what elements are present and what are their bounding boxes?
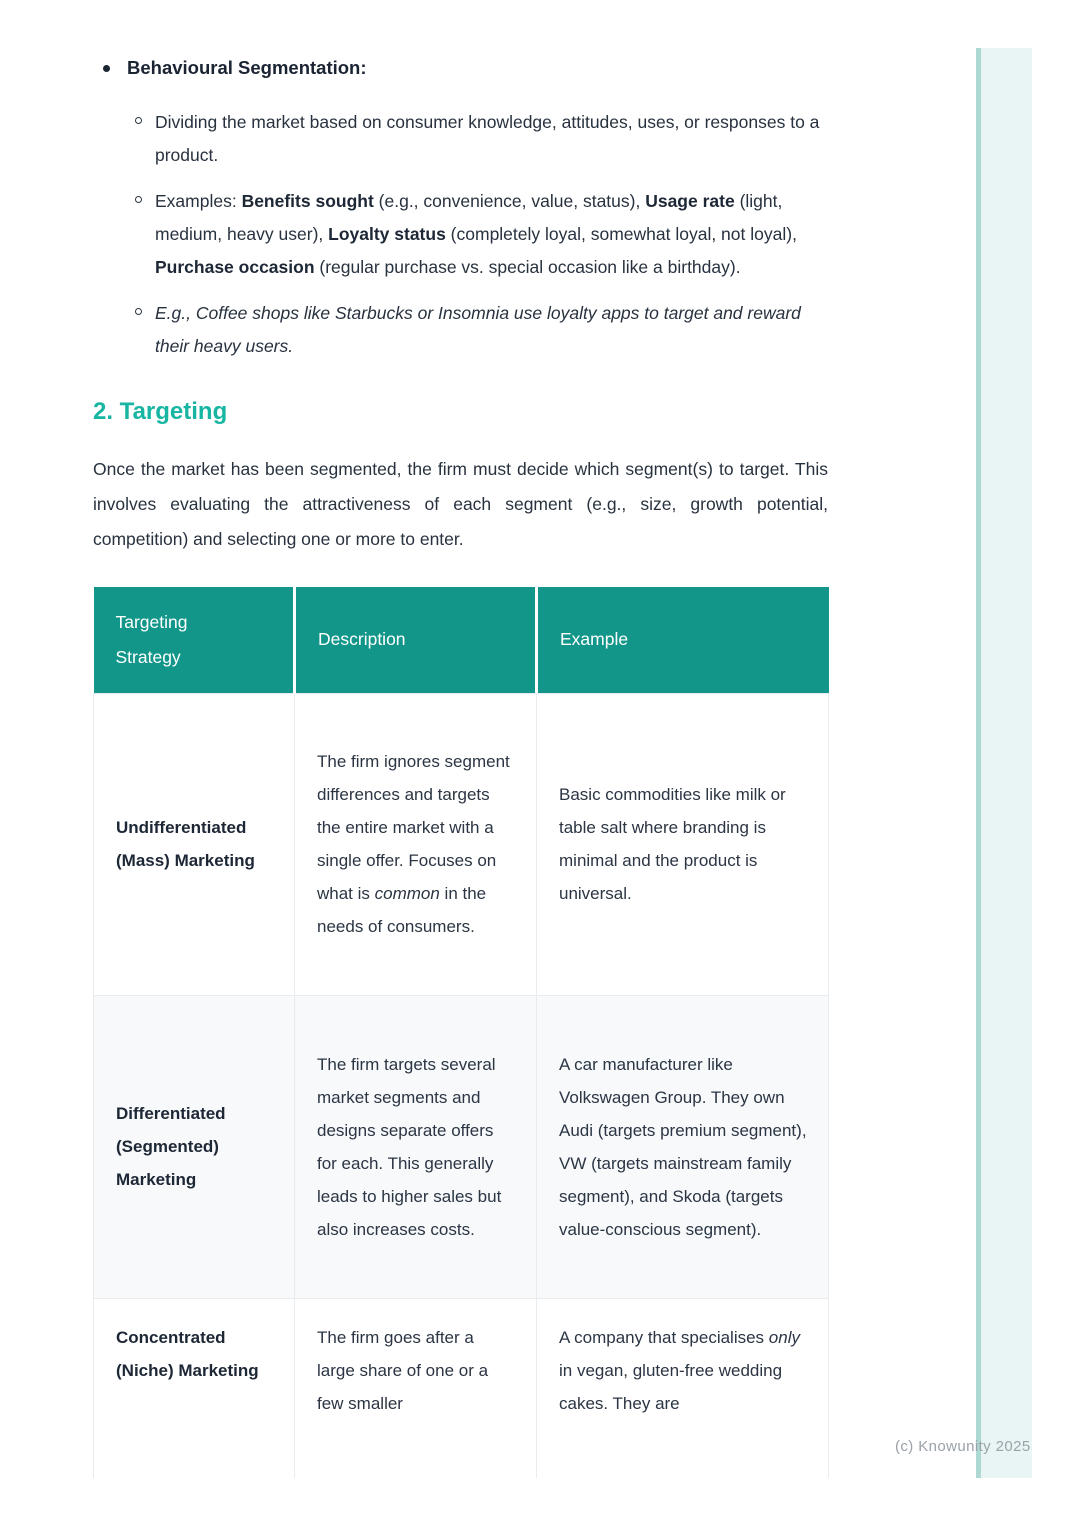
behavioural-sublist (93, 106, 828, 363)
behavioural-segmentation-title: Behavioural Segmentation: (127, 57, 367, 78)
targeting-intro-paragraph: Once the market has been segmented, the firm must decide which segment(s) to target. This involves evaluating the attractiveness of each segment (e.g., size, growth potential, competition) and selecting one or more to enter. (93, 459, 828, 549)
page-edge-accent-bar (976, 48, 1032, 1478)
table-header-description: Description (295, 587, 537, 693)
strategy-cell: Undifferentiated (Mass) Marketing (94, 693, 295, 995)
section-heading-targeting: 2. Targeting (93, 398, 228, 425)
description-cell: The firm targets several market segments and designs separate offers for each. This generally leads to higher sales but also increases costs. (295, 995, 537, 1298)
list-item-eg-note (93, 297, 828, 363)
copyright-watermark: (c) Knowunity 2025 (895, 1438, 1031, 1455)
list-item-definition (93, 106, 828, 172)
circle-bullet-icon (135, 196, 142, 203)
circle-bullet-icon (135, 117, 142, 124)
strategy-cell: Concentrated (Niche) Marketing (94, 1298, 295, 1478)
table-header-targeting-strategy: Targeting Strategy (94, 587, 295, 693)
table-row-concentrated (94, 1298, 829, 1478)
bullet-icon (103, 65, 110, 72)
example-cell: A company that specialises only in vegan, gluten-free wedding cakes. They are (537, 1298, 829, 1478)
description-cell: The firm ignores segment differences and targets the entire market with a single offer. Focuses on what is common in the needs of consumers. (295, 693, 537, 995)
eg-note-text: E.g., Coffee shops like Starbucks or Insomnia use loyalty apps to target and reward their heavy users. (155, 303, 801, 356)
targeting-strategy-table (93, 587, 829, 1478)
table-header-example: Example (537, 587, 829, 693)
examples-text: Examples: Benefits sought (e.g., convenience, value, status), Usage rate (light, medium, heavy user), Loyalty status (completely loyal, somewhat loyal, not loyal), Purchase occasion (regular purchase vs. special occasion like a birthday). (155, 191, 797, 277)
description-cell: The firm goes after a large share of one or a few smaller (295, 1298, 537, 1478)
table-row-differentiated (94, 995, 829, 1298)
definition-text: Dividing the market based on consumer knowledge, attitudes, uses, or responses to a product. (155, 112, 820, 165)
list-item-examples (93, 185, 828, 284)
table-header-row (94, 587, 829, 693)
example-cell: Basic commodities like milk or table salt where branding is minimal and the product is universal. (537, 693, 829, 995)
list-item-behavioural (93, 56, 828, 80)
example-cell: A car manufacturer like Volkswagen Group. They own Audi (targets premium segment), VW (targets mainstream family segment), and Skoda (targets value-conscious segment). (537, 995, 829, 1298)
circle-bullet-icon (135, 308, 142, 315)
table-row-undifferentiated (94, 693, 829, 995)
strategy-cell: Differentiated (Segmented) Marketing (94, 995, 295, 1298)
